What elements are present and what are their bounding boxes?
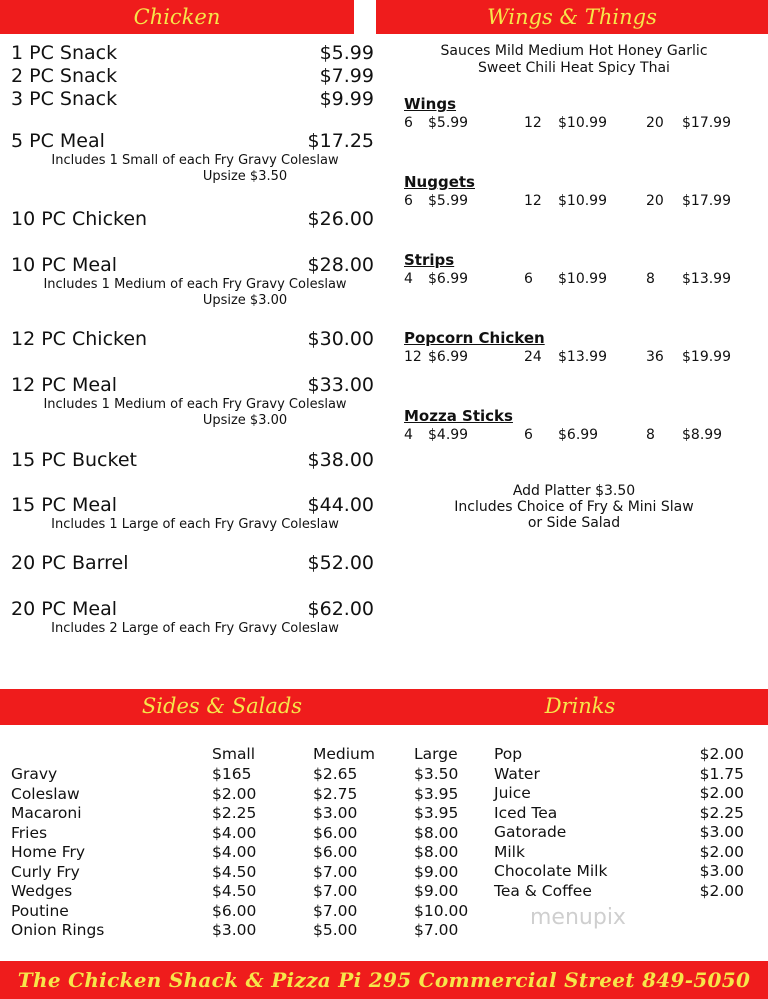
side-small: $3.00 <box>212 921 257 939</box>
wings-option-price: $13.99 <box>682 271 731 287</box>
side-large: $3.95 <box>414 784 459 803</box>
wings-option-qty: 8 <box>646 271 655 287</box>
col-small: Small <box>212 745 256 763</box>
wings-option-price: $5.99 <box>428 115 469 131</box>
chicken-item-note: Includes 1 Small of each Fry Gravy Coleslaw <box>51 153 339 168</box>
drink-name: Gatorade <box>494 823 567 841</box>
drink-price: $2.00 <box>699 842 744 861</box>
wings-option-qty: 12 <box>524 193 542 209</box>
wings-option-price: $6.99 <box>428 349 469 365</box>
side-small: $4.00 <box>212 823 257 842</box>
wings-option-price: $5.99 <box>428 193 469 209</box>
side-name: Onion Rings <box>11 921 105 939</box>
wings-option-price: $13.99 <box>558 349 607 365</box>
side-small: $4.50 <box>212 862 257 881</box>
chicken-item-name: 5 PC Meal <box>11 130 105 152</box>
platter-line-2: Includes Choice of Fry & Mini Slaw <box>454 499 694 515</box>
drink-price: $3.00 <box>699 862 744 880</box>
chicken-item-price: $26.00 <box>307 208 374 230</box>
wings-option-qty: 20 <box>646 193 664 209</box>
side-medium: $6.00 <box>313 823 358 842</box>
wings-group-title: Nuggets <box>404 173 475 191</box>
wings-option-qty: 6 <box>524 271 533 287</box>
wings-option-qty: 8 <box>646 427 655 443</box>
footer: The Chicken Shack & Pizza Pi 295 Commercial Street 849-5050 <box>0 961 768 999</box>
chicken-item-name: 10 PC Chicken <box>11 208 148 230</box>
side-name: Coleslaw <box>11 784 80 803</box>
col-large: Large <box>414 745 458 763</box>
chicken-item-price: $5.99 <box>319 42 374 64</box>
side-name: Fries <box>11 823 48 842</box>
chicken-item-name: 3 PC Snack <box>11 88 118 110</box>
wings-option-qty: 36 <box>646 349 664 365</box>
drink-price: $3.00 <box>699 823 744 841</box>
chicken-item-upsize: Upsize $3.00 <box>202 293 288 308</box>
chicken-item-name: 12 PC Chicken <box>11 328 148 350</box>
wings-option-price: $6.99 <box>558 427 599 443</box>
drink-name: Chocolate Milk <box>494 862 608 880</box>
side-large: $3.50 <box>414 765 459 783</box>
side-medium: $7.00 <box>313 882 358 900</box>
wings-option-qty: 4 <box>404 271 413 287</box>
chicken-item-price: $33.00 <box>307 374 374 396</box>
drink-name: Pop <box>494 745 523 763</box>
drink-name: Iced Tea <box>494 803 558 822</box>
chicken-item-name: 20 PC Meal <box>11 598 117 620</box>
side-large: $7.00 <box>414 921 459 939</box>
side-name: Poutine <box>11 901 69 920</box>
chicken-item-name: 1 PC Snack <box>11 42 118 64</box>
chicken-item-upsize: Upsize $3.00 <box>202 413 288 428</box>
chicken-item-price: $7.99 <box>319 65 374 87</box>
drink-name: Milk <box>494 842 525 861</box>
side-small: $2.00 <box>212 784 257 803</box>
wings-option-price: $10.99 <box>558 271 607 287</box>
wings-option-qty: 24 <box>524 349 542 365</box>
wings-header: Wings & Things <box>376 0 768 34</box>
side-name: Gravy <box>11 765 58 783</box>
wings-option-qty: 4 <box>404 427 413 443</box>
wings-option-price: $4.99 <box>428 427 469 443</box>
side-large: $3.95 <box>414 804 459 822</box>
side-medium: $2.75 <box>313 784 358 803</box>
chicken-item-price: $28.00 <box>307 254 374 276</box>
wings-option-qty: 12 <box>524 115 542 131</box>
col-medium: Medium <box>313 745 375 763</box>
drinks-header: Drinks <box>544 694 616 718</box>
drink-name: Tea & Coffee <box>494 881 592 900</box>
side-small: $4.00 <box>212 843 257 861</box>
wings-option-qty: 6 <box>524 427 533 443</box>
chicken-item-name: 10 PC Meal <box>11 254 117 276</box>
chicken-item-price: $30.00 <box>307 328 374 350</box>
drink-name: Juice <box>494 784 531 802</box>
wings-option-price: $8.99 <box>682 427 723 443</box>
sides-header: Sides & Salads <box>141 694 303 718</box>
drink-name: Water <box>494 764 540 783</box>
platter-line-3: or Side Salad <box>527 515 621 531</box>
side-medium: $2.65 <box>313 765 358 783</box>
chicken-header: Chicken <box>0 0 354 34</box>
drink-price: $2.00 <box>699 745 744 763</box>
side-name: Macaroni <box>11 804 82 822</box>
chicken-item-note: Includes 1 Large of each Fry Gravy Coleslaw <box>51 517 339 532</box>
drink-price: $2.00 <box>699 784 744 802</box>
wings-option-qty: 6 <box>404 115 413 131</box>
chicken-item-price: $44.00 <box>307 494 374 516</box>
platter-line-1: Add Platter $3.50 <box>512 483 636 499</box>
side-name: Home Fry <box>11 843 86 861</box>
chicken-item-name: 20 PC Barrel <box>11 552 129 574</box>
wings-option-price: $6.99 <box>428 271 469 287</box>
sauces-line-2: Sweet Chili Heat Spicy Thai <box>478 60 670 76</box>
wings-option-price: $17.99 <box>682 115 731 131</box>
chicken-item-upsize: Upsize $3.50 <box>202 169 288 184</box>
chicken-item-name: 2 PC Snack <box>11 65 118 87</box>
chicken-item-price: $62.00 <box>307 598 374 620</box>
drink-price: $2.00 <box>699 881 744 900</box>
wings-option-price: $10.99 <box>558 115 607 131</box>
side-small: $165 <box>212 765 252 783</box>
wings-group-title: Wings <box>404 95 457 113</box>
side-small: $2.25 <box>212 804 257 822</box>
wings-option-qty: 6 <box>404 193 413 209</box>
side-small: $6.00 <box>212 901 257 920</box>
side-name: Curly Fry <box>11 862 80 881</box>
drink-price: $1.75 <box>699 764 744 783</box>
sides-drinks-header <box>0 689 768 725</box>
wings-option-price: $17.99 <box>682 193 731 209</box>
chicken-item-note: Includes 1 Medium of each Fry Gravy Coleslaw <box>43 277 347 292</box>
chicken-item-price: $9.99 <box>319 88 374 110</box>
wings-group-title: Mozza Sticks <box>404 407 513 425</box>
drink-price: $2.25 <box>699 803 744 822</box>
side-large: $9.00 <box>414 882 459 900</box>
wings-option-price: $10.99 <box>558 193 607 209</box>
sauces-line-1: Sauces Mild Medium Hot Honey Garlic <box>440 43 708 59</box>
side-medium: $3.00 <box>313 804 358 822</box>
side-large: $9.00 <box>414 862 459 881</box>
side-large: $8.00 <box>414 823 459 842</box>
chicken-item-note: Includes 1 Medium of each Fry Gravy Coleslaw <box>43 397 347 412</box>
chicken-item-note: Includes 2 Large of each Fry Gravy Coleslaw <box>51 621 339 636</box>
wings-group-title: Strips <box>404 251 455 269</box>
side-medium: $7.00 <box>313 862 358 881</box>
chicken-item-name: 15 PC Bucket <box>11 449 137 471</box>
chicken-item-name: 15 PC Meal <box>11 494 117 516</box>
side-name: Wedges <box>11 882 73 900</box>
chicken-item-price: $38.00 <box>307 449 374 471</box>
side-large: $10.00 <box>414 901 469 920</box>
watermark: menupix <box>530 905 626 930</box>
wings-option-price: $19.99 <box>682 349 731 365</box>
side-large: $8.00 <box>414 843 459 861</box>
wings-group-title: Popcorn Chicken <box>404 329 545 347</box>
chicken-item-name: 12 PC Meal <box>11 374 117 396</box>
side-medium: $7.00 <box>313 901 358 920</box>
side-medium: $5.00 <box>313 921 358 939</box>
chicken-item-price: $52.00 <box>307 552 374 574</box>
chicken-item-price: $17.25 <box>307 130 374 152</box>
wings-option-qty: 12 <box>404 349 422 365</box>
wings-option-qty: 20 <box>646 115 664 131</box>
side-small: $4.50 <box>212 882 257 900</box>
side-medium: $6.00 <box>313 843 358 861</box>
